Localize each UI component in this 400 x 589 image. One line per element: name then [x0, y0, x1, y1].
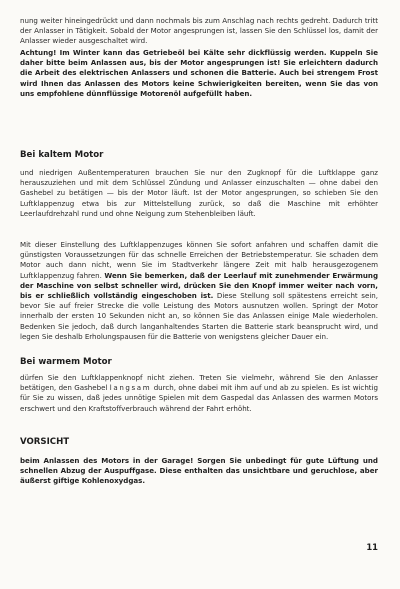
warm-engine-spaced-word: langsam: [109, 383, 152, 393]
winter-warning: Achtung! Im Winter kann das Getriebeöl bei Kälte sehr dickflüssig werden. Kuppeln Sie daher bitte beim Anlassen aus, bis der Motor angesprungen ist! Sie erleichtern dadurch die Arbeit des elektrischen Anlassers und schonen die Batterie. Auch bei strengem Frost wird Ihnen das Anlassen des Motors keine Schwierigkeiten bereiten, wenn Sie das von uns empfohlene dünnflüssige Motorenöl aufgefüllt haben.: [20, 48, 378, 98]
warm-engine-text-a: dürfen Sie den Luftklappenknopf nicht ziehen. Treten Sie vielmehr, während Sie den Anlasser betätigen, den Gashebel: [20, 373, 378, 393]
cold-engine-text-a: Mit dieser Einstellung des Luftklappenzuges können Sie sofort anfahren und schaffen damit die günstigsten Voraussetzungen für das schnelle Erreichen der Betriebstemperatur. Sie schaden dem Motor auch dann nicht, wenn Sie im Stadtverkehr längere Zeit mit halb herausgezogenem Luftklappenzug fahren.: [20, 240, 378, 280]
warm-engine-paragraph: [20, 373, 378, 414]
warm-engine-heading: Bei warmem Motor: [20, 357, 112, 367]
cold-engine-bold-instruction: Wenn Sie bemerken, daß der Leerlauf mit zunehmender Erwärmung der Maschine von selbst schneller wird, drücken Sie den Knopf immer weiter nach vorn, bis er schließlich vollständig eingeschoben ist.: [20, 270, 378, 301]
intro-paragraph: nung weiter hineingedrückt und dann nochmals bis zum Anschlag nach rechts gedreht. Dadurch tritt der Anlasser in Tätigkeit. Sobald der Motor angesprungen ist, lassen Sie den Schlüssel los, damit der Anlasser wieder ausgeschaltet wird.: [20, 16, 378, 46]
caution-heading: VORSICHT: [20, 437, 70, 447]
warm-engine-text-b: durch, ohne dabei mit ihm auf und ab zu spielen. Es ist wichtig für Sie zu wissen, daß jedes unnötige Spielen mit dem Gaspedal das Anlassen des warmen Motors erschwert und den Kraftstoffverbrauch während der Fahrt erhöht.: [20, 383, 378, 413]
cold-engine-paragraph-1: und niedrigen Außentemperaturen brauchen Sie nur den Zugknopf für die Luftklappe ganz herauszuziehen und mit dem Schlüssel Zündung und Anlasser einzuschalten — ohne dabei den Gashebel zu betätigen — bis der Motor läuft. Ist der Motor angesprungen, so schieben Sie den Luftklappenzug etwa bis zur Mittelstellung zurück, so daß die Maschine mit erhöhter Leerlaufdrehzahl rund und ohne Neigung zum Stehenbleiben läuft.: [20, 168, 378, 218]
page-number: 11: [366, 542, 378, 552]
cold-engine-text-c: Diese Stellung soll spätestens erreicht sein, bevor Sie auf freier Strecke die volle Leistung des Motors ausnutzen wollen. Springt der Motor innerhalb der ersten 10 Sekunden nicht an, so können Sie das Anlassen einige Male wiederholen. Bedenken Sie jedoch, daß durch langanhaltendes Starten die Batterie stark beansprucht wird, und legen Sie deshalb Erholungspausen für die Batterie von wenigstens gleicher Dauer ein.: [20, 291, 378, 341]
cold-engine-heading: Bei kaltem Motor: [20, 150, 104, 160]
caution-text: beim Anlassen des Motors in der Garage! Sorgen Sie unbedingt für gute Lüftung und schnellen Abzug der Auspuffgase. Diese enthalten das unsichtbare und geruchlose, aber äußerst giftige Kohlenoxydgas.: [20, 456, 378, 486]
cold-engine-paragraph-2: [20, 240, 378, 342]
